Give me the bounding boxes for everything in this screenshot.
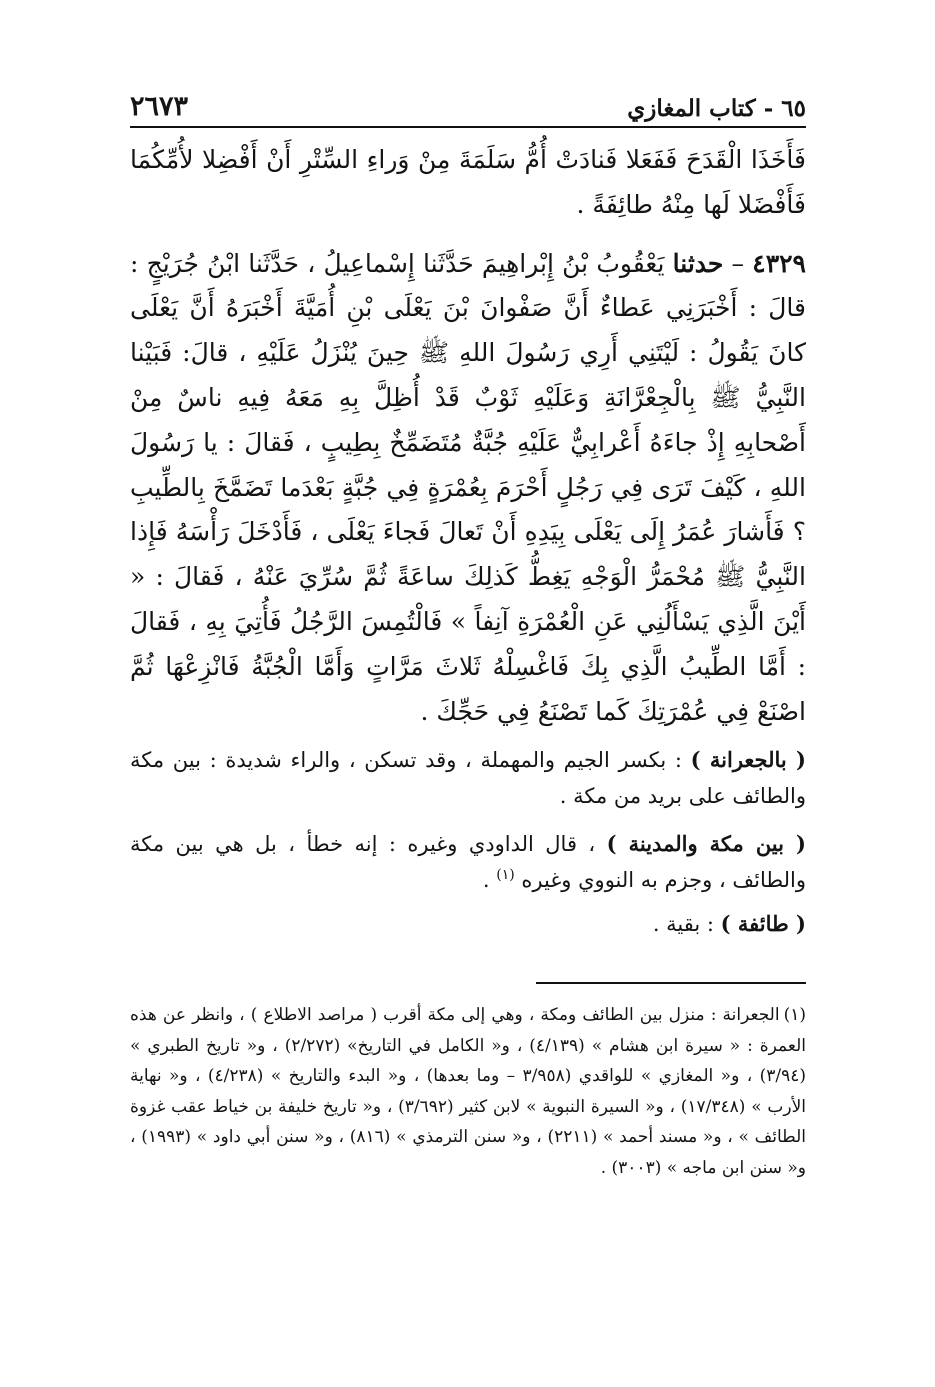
footnote-divider xyxy=(536,982,806,984)
commentary-tail: . xyxy=(482,868,497,893)
footnote-text: الجعرانة : منزل بين الطائف ومكة ، وهي إلى مكة أقرب ( مراصد الاطلاع ) ، وانظر عن هذه العمرة : « سيرة ابن هشام » (٤/١٣٩) ، و« الكامل في التاريخ» (٢/٢٧٢) ، و« تاريخ الطبري » (٣/٩٤) ، و« المغازي » للواقدي (٣/٩٥٨ – وما بعدها) ، و« البدء والتاريخ » (٤/٢٣٨) ، و« نهاية الأرب » (١٧/٣٤٨) ، و« السيرة النبوية » لابن كثير (٣/٦٩٢) ، و« تاريخ خليفة بن خياط عقب غزوة الطائف » ، و« مسند أحمد » (٢٢١١) ، و« سنن الترمذي » (٨١٦) ، و« سنن أبي داود » (١٩٩٣) ، و« سنن ابن ماجه » (٣٠٠٣) . xyxy=(130,1005,807,1178)
commentary-term: ( طائفة ) xyxy=(720,911,806,937)
commentary-text: : بقية . xyxy=(652,912,721,937)
page-number: ٢٦٧٣ xyxy=(130,91,189,122)
footnotes-section xyxy=(130,1000,806,1183)
hadith-separator: – xyxy=(723,248,753,278)
hadith-number: ٤٣٢٩ xyxy=(752,248,806,278)
running-header xyxy=(130,78,806,128)
commentary-note xyxy=(130,906,806,942)
footnote-marker: (١) xyxy=(783,1005,806,1026)
hadith-paragraph xyxy=(130,242,806,735)
book-page xyxy=(130,78,806,1183)
hadith-body: يَعْقُوبُ بْنُ إِبْراهِيمَ حَدَّثَنا إِسْماعِيلُ ، حَدَّثَنا ابْنُ جُرَيْجٍ : قالَ : أَخْبَرَنِي عَطاءٌ أَنَّ صَفْوانَ بْنَ يَعْلَى بْنِ أُمَيَّةَ أَخْبَرَهُ أَنَّ يَعْلَى كانَ يَقُولُ : لَيْتَنِي أَرِي رَسُولَ اللهِ ﷺ حِينَ يُنْزَلُ عَلَيْهِ ، قالَ: فَبَيْنا النَّبِيُّ ﷺ بِالْجِعْرَّانَةِ وَعَلَيْهِ ثَوْبٌ قَدْ أُظِلَّ بِهِ مَعَهُ فِيهِ ناسٌ مِنْ أَصْحابِهِ إِذْ جاءَهُ أَعْرابِيٌّ عَلَيْهِ جُبَّةٌ مُتَضَمِّخٌ بِطِيبٍ ، فَقالَ : يا رَسُولَ اللهِ ، كَيْفَ تَرَى فِي رَجُلٍ أَحْرَمَ بِعُمْرَةٍ فِي جُبَّةٍ بَعْدَما تَضَمَّخَ بِالطِّيبِ ؟ فَأَشارَ عُمَرُ إِلَى يَعْلَى بِيَدِهِ أَنْ تَعالَ فَجاءَ يَعْلَى ، فَأَدْخَلَ رَأْسَهُ فَإِذا النَّبِيُّ ﷺ مُحْمَرُّ الْوَجْهِ يَغِطُّ كَذلِكَ ساعَةً ثُمَّ سُرِّيَ عَنْهُ ، فَقالَ : « أَيْنَ الَّذِي يَسْأَلُنِي عَنِ الْعُمْرَةِ آنِفاً » فَالْتُمِسَ الرَّجُلُ فَأُتِيَ بِهِ ، فَقالَ : أَمَّا الطِّيبُ الَّذِي بِكَ فَاغْسِلْهُ ثَلاثَ مَرَّاتٍ وَأَمَّا الْجُبَّةُ فَانْزِعْهَا ثُمَّ اصْنَعْ فِي عُمْرَتِكَ كَما تَصْنَعُ فِي حَجِّكَ . xyxy=(130,248,806,726)
footnote-reference: (١) xyxy=(496,867,515,884)
commentary-note xyxy=(130,742,806,814)
commentary-term: ( بين مكة والمدينة ) xyxy=(606,831,806,857)
continuation-paragraph: فَأَخَذَا الْقَدَحَ فَفَعَلا فَنادَتْ أُمُّ سَلَمَةَ مِنْ وَراءِ السِّتْرِ أَنْ أَفْضِلا لأُمِّكُمَا فَأَفْضَلا لَها مِنْهُ طائِفَةً . xyxy=(130,145,806,219)
commentary-note xyxy=(130,826,806,898)
commentary-term: ( بالجعرانة ) xyxy=(690,747,806,773)
chapter-title: ٦٥ - كتاب المغازي xyxy=(627,95,806,122)
commentary-text: ، قال الداودي وغيره : إنه خطأ ، بل هي بين مكة والطائف ، وجزم به النووي وغيره xyxy=(130,832,806,893)
footnote xyxy=(130,1000,806,1183)
hadith-opener: حدثنا xyxy=(672,248,724,278)
commentary-text: : بكسر الجيم والمهملة ، وقد تسكن ، والراء شديدة : بين مكة والطائف على بريد من مكة . xyxy=(130,748,806,809)
